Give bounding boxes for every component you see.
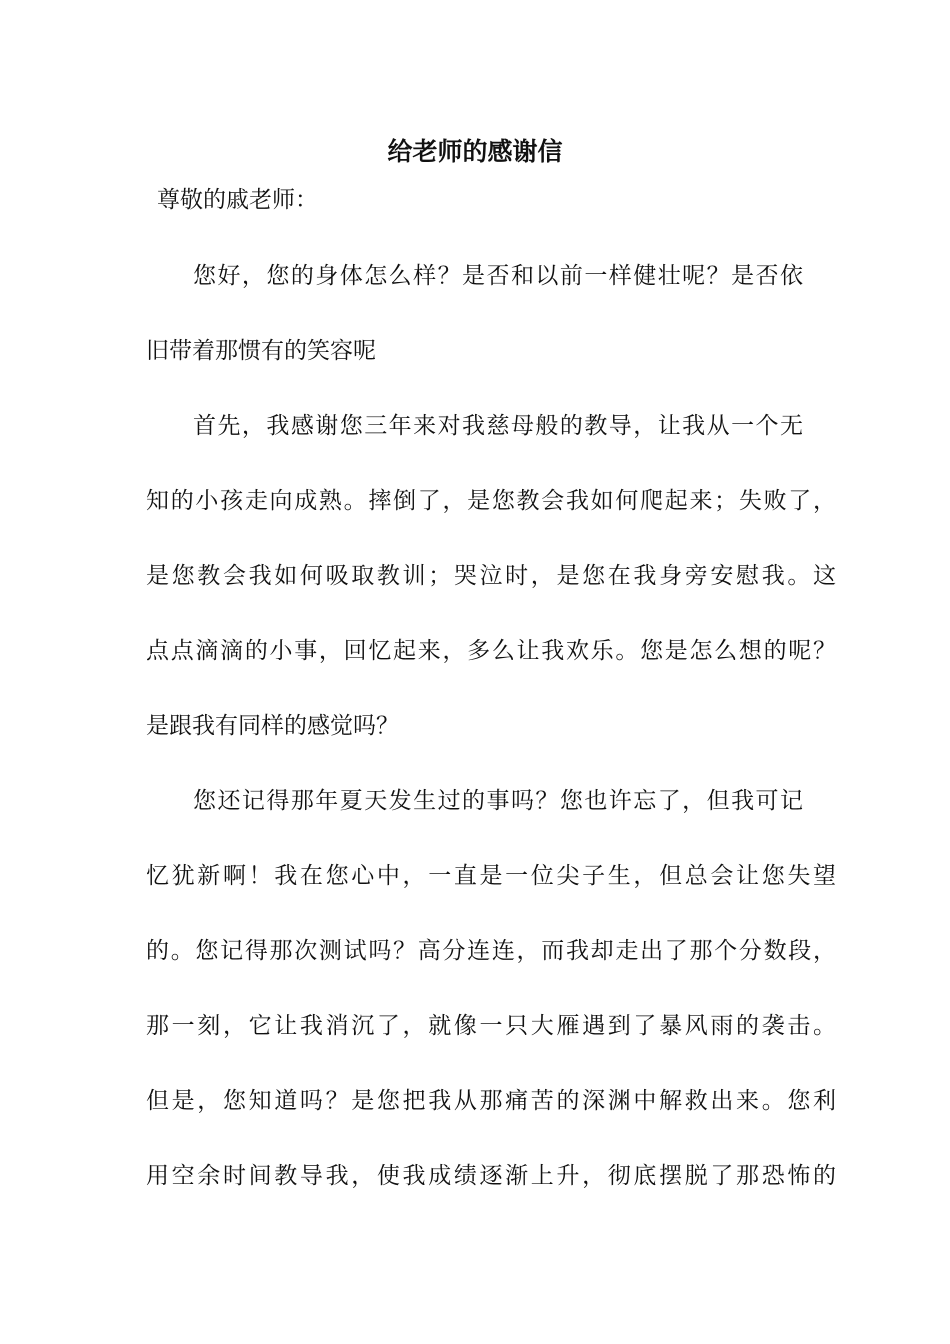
paragraph-line: 但是，您知道吗？是您把我从那痛苦的深渊中解救出来。您利 — [146, 1088, 836, 1114]
paragraph-line: 忆犹新啊！我在您心中，一直是一位尖子生，但总会让您失望 — [146, 863, 836, 889]
paragraph-line: 是跟我有同样的感觉吗？ — [146, 713, 399, 739]
paragraph-line: 首先，我感谢您三年来对我慈母般的教导，让我从一个无 — [193, 413, 803, 439]
paragraph-line: 您好，您的身体怎么样？是否和以前一样健壮呢？是否依 — [193, 263, 803, 289]
salutation: 尊敬的戚老师： — [157, 187, 318, 213]
paragraph-line: 旧带着那惯有的笑容呢 — [146, 338, 376, 364]
paragraph-line: 是您教会我如何吸取教训；哭泣时，是您在我身旁安慰我。这 — [146, 563, 836, 589]
paragraph-line: 知的小孩走向成熟。摔倒了，是您教会我如何爬起来；失败了， — [146, 488, 836, 514]
paragraph-line: 那一刻，它让我消沉了，就像一只大雁遇到了暴风雨的袭击。 — [146, 1013, 836, 1039]
paragraph-line: 您还记得那年夏天发生过的事吗？您也许忘了，但我可记 — [193, 788, 803, 814]
letter-title: 给老师的感谢信 — [387, 137, 563, 166]
paragraph-line: 点点滴滴的小事，回忆起来，多么让我欢乐。您是怎么想的呢？ — [146, 638, 836, 664]
paragraph-line: 用空余时间教导我，使我成绩逐渐上升，彻底摆脱了那恐怖的 — [146, 1163, 836, 1189]
paragraph-line: 的。您记得那次测试吗？高分连连，而我却走出了那个分数段， — [146, 938, 836, 964]
